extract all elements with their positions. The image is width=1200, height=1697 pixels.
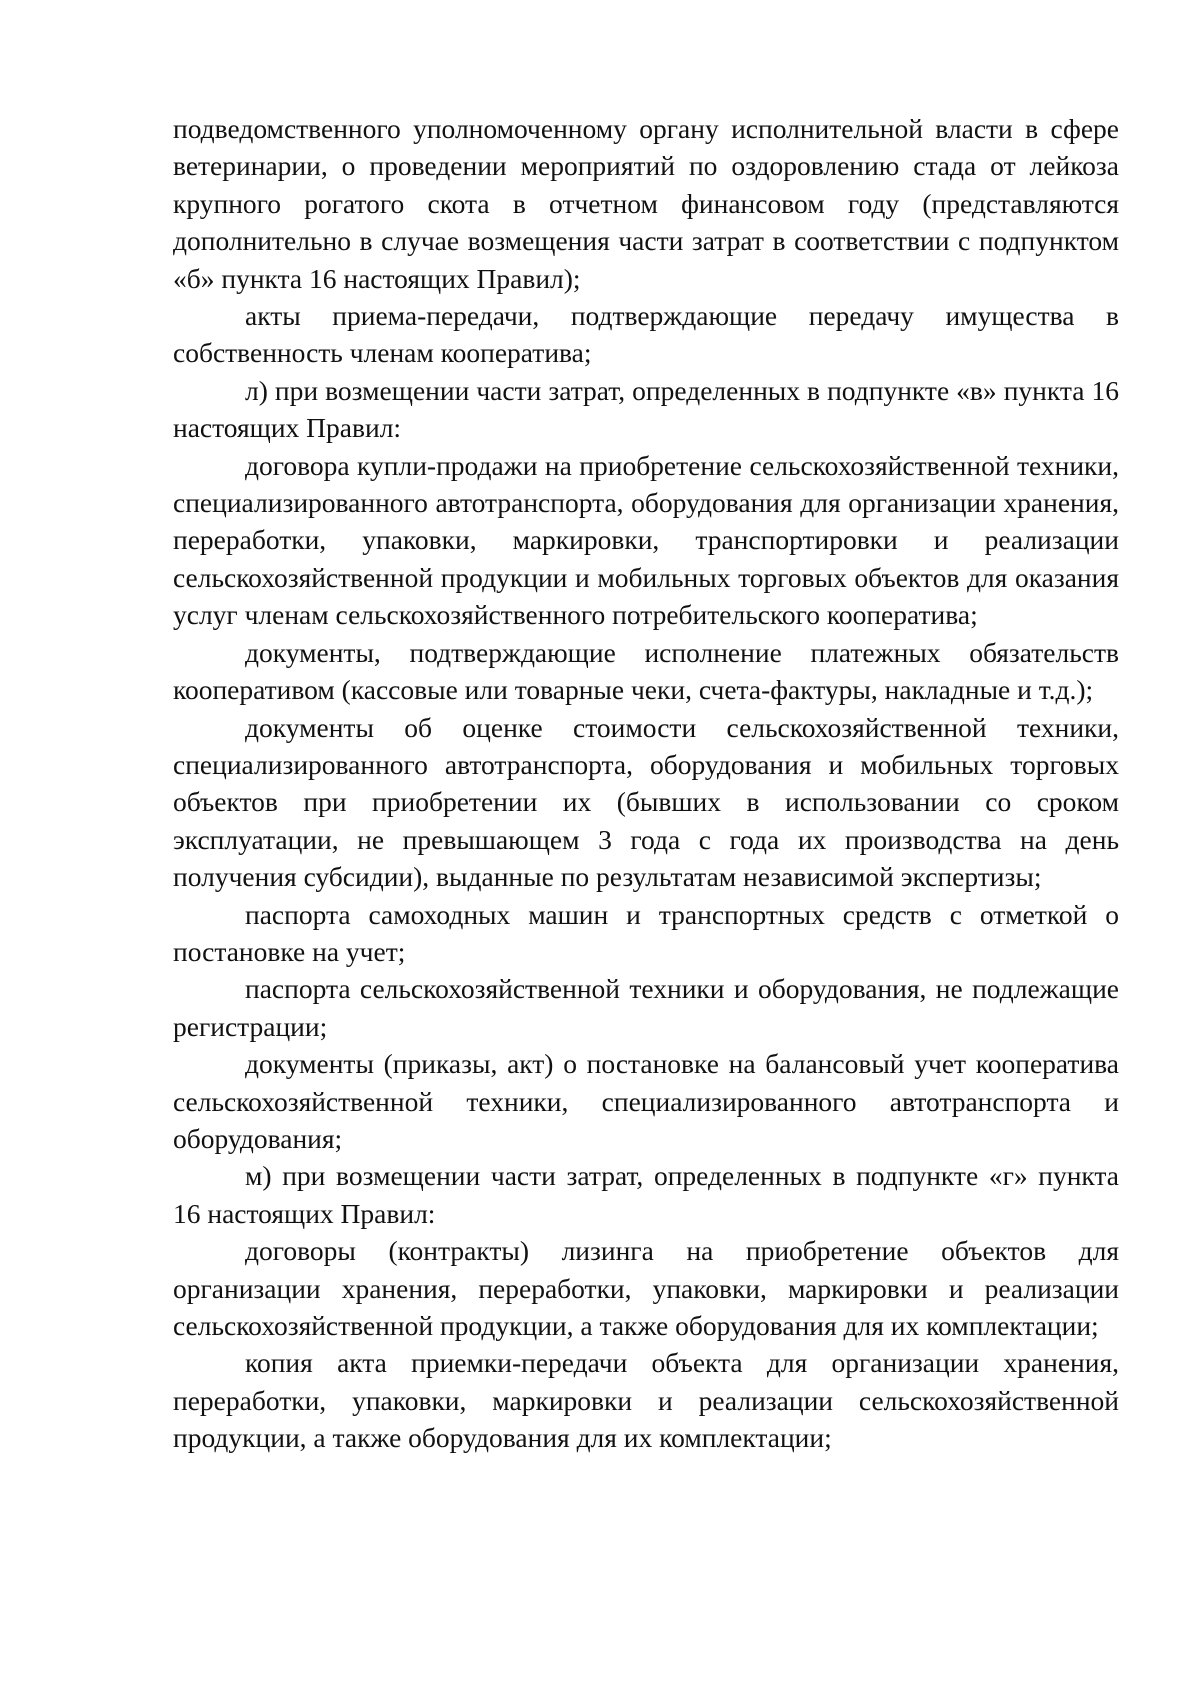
paragraph-leasing-contracts: договоры (контракты) лизинга на приобретение объектов для организации хранения, переработки, упаковки, маркировки и реализации сельскохозяйственной продукции, а также оборудования для их комплектации;	[173, 1235, 1119, 1341]
paragraph-purchase-contracts: договора купли-продажи на приобретение сельскохозяйственной техники, специализированного автотранспорта, оборудования для организации хранения, переработки, упаковки, маркировки, транспортировки и реализации сельскохозяйственной продукции и мобильных торговых объектов для оказания услуг членам сельскохозяйственного потребительского кооператива;	[173, 449, 1119, 631]
paragraph-vehicle-passports: паспорта самоходных машин и транспортных средств с отметкой о постановке на учет;	[173, 898, 1119, 967]
paragraph-continuation: подведомственного уполномоченному органу исполнительной власти в сфере ветеринарии, о проведении мероприятий по оздоровлению стада от лейкоза крупного рогатого скота в отчетном финансовом году (представляются дополнительно в случае возмещения части затрат в соответствии с подпунктом «б» пункта 16 настоящих Правил);	[173, 113, 1119, 294]
paragraph-balance-documents: документы (приказы, акт) о постановке на балансовый учет кооператива сельскохозяйственной техники, специализированного автотранспорта и оборудования;	[173, 1048, 1119, 1154]
paragraph-item-m: м) при возмещении части затрат, определенных в подпункте «г» пункта 16 настоящих Правил:	[173, 1160, 1119, 1229]
paragraph-acceptance-act-copy: копия акта приемки-передачи объекта для организации хранения, переработки, упаковки, маркировки и реализации сельскохозяйственной продукции, а также оборудования для их комплектации;	[173, 1347, 1119, 1454]
paragraph-payment-documents: документы, подтверждающие исполнение платежных обязательств кооперативом (кассовые или товарные чеки, счета-фактуры, накладные и т.д.);	[173, 636, 1119, 706]
document-page	[173, 110, 1119, 1457]
paragraph-item-l: л) при возмещении части затрат, определенных в подпункте «в» пункта 16 настоящих Правил:	[173, 374, 1119, 444]
paragraph-acts-transfer: акты приема-передачи, подтверждающие передачу имущества в собственность членам кооператива;	[173, 300, 1119, 369]
paragraph-valuation-documents: документы об оценке стоимости сельскохозяйственной техники, специализированного автотранспорта, оборудования и мобильных торговых объектов при приобретении их (бывших в использовании со сроком эксплуатации, не превышающем 3 года с года их производства на день получения субсидии), выданные по результатам независимой экспертизы;	[173, 711, 1119, 893]
paragraph-equipment-passports: паспорта сельскохозяйственной техники и оборудования, не подлежащие регистрации;	[173, 973, 1119, 1042]
